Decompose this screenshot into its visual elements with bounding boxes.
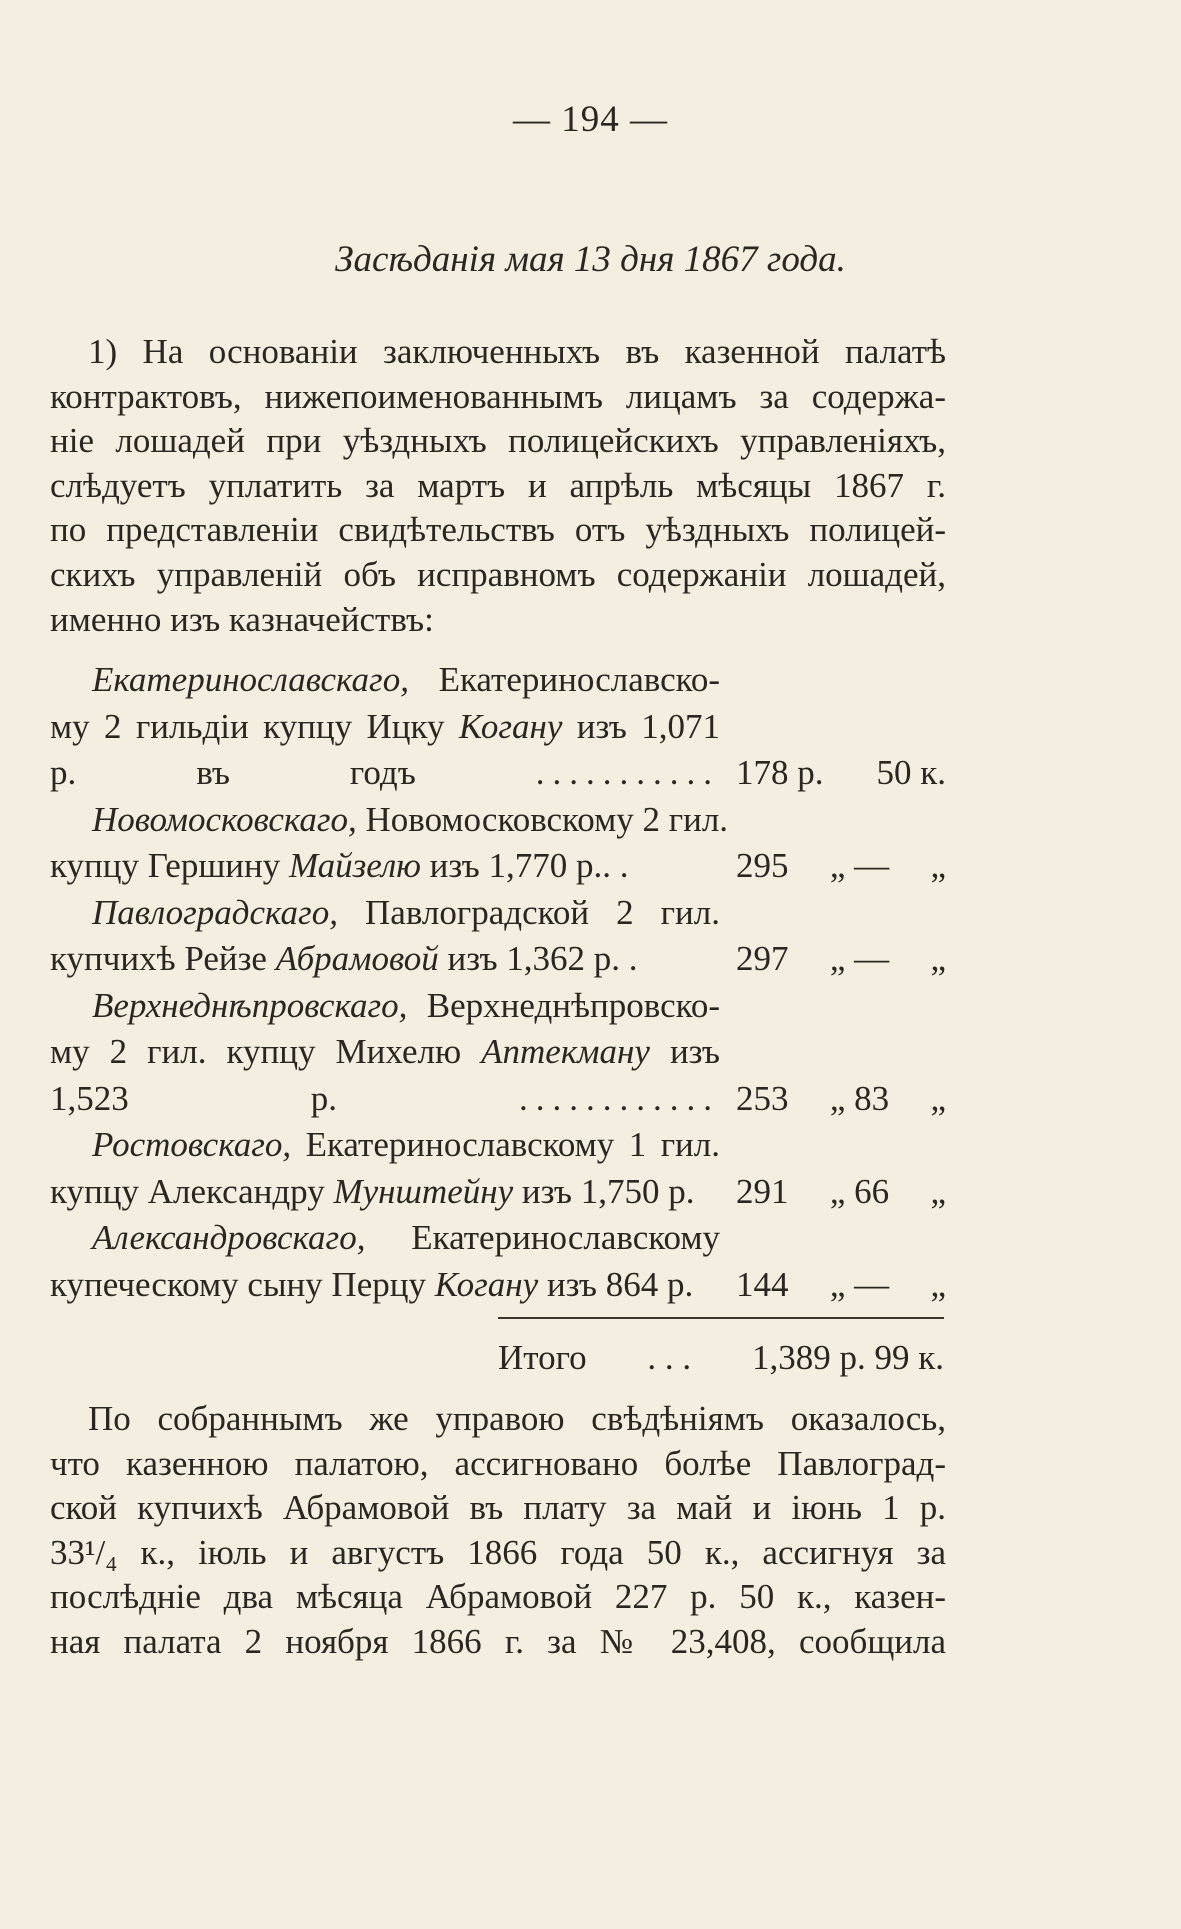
amount-rubles: 297 [736,939,789,978]
amount-rubles: 253 [736,1078,789,1118]
payee-surname: Когану [434,1264,539,1304]
payment-entry [50,797,946,890]
treasury-name: Екатеринославскаго, [92,660,409,699]
amount-rubles: 178 р. [736,753,824,792]
amount-rubles: 144 [736,1264,789,1304]
closing-line: По собраннымъ же управою свѣдѣніямъ оказалось, [88,1399,946,1438]
payment-amount [736,843,946,890]
total-divider [498,1317,944,1319]
session-heading: Засѣданія мая 13 дня 1867 года. [335,239,846,280]
treasury-name: Александровскаго, [92,1218,366,1257]
intro-line: именно изъ казначействъ: [50,599,434,639]
amount-kopecks: „ 66 [829,1171,890,1211]
amount-kopecks-dash: „ — [829,1264,890,1304]
leader-dots: . . . [647,1338,692,1377]
total-row [498,1336,944,1380]
entry-text: купчихѣ Рейзе [50,939,267,978]
entry-text: му 2 гильдіи купцу Ицку [50,706,445,746]
closing-line: что казенною палатою, ассигновано болѣе Павлоград- [50,1443,946,1483]
entry-text: 1,523 р. [50,1078,337,1118]
amount-ditto: „ [930,1078,946,1118]
entry-text: изъ [669,1032,720,1071]
intro-line: контрактовъ, нижепоименованнымъ лицамъ за содержа- [50,376,946,416]
treasury-name: Ростовскаго, [92,1125,292,1164]
amount-ditto: „ [930,1171,946,1211]
closing-line: 33¹/₄ к., іюль и августъ 1866 года 50 к., ассигнуя за [50,1532,946,1572]
payment-amount [736,936,946,983]
intro-paragraph [50,330,946,642]
closing-line: ской купчихѣ Абрамовой въ плату за май и іюнь 1 р. [50,1488,946,1528]
entry-text: изъ 1,071 [576,706,721,746]
treasury-name: Новомосковскаго, [92,799,357,839]
amount-kopecks-dash: „ — [829,939,890,978]
payment-entry [50,1122,946,1215]
intro-line: слѣдуетъ уплатить за мартъ и апрѣль мѣсяцы 1867 г. [50,465,946,505]
amount-ditto: „ [930,846,946,885]
entry-text: Екатеринославскому [411,1218,720,1257]
intro-line: по представленіи свидѣтельствъ отъ уѣздныхъ полицей- [50,510,946,550]
payments-list [50,657,946,1308]
entry-text: изъ 1,770 р.. . [429,846,629,885]
intro-line: ніе лошадей при уѣздныхъ полицейскихъ управленіяхъ, [50,421,946,461]
entry-text: Новомосковскому 2 гил. [365,799,729,839]
entry-text: му 2 гил. купцу Михелю [50,1032,462,1071]
payment-entry [50,983,946,1123]
entry-text: изъ 864 р. [546,1264,694,1304]
payee-surname: Абрамовой [275,939,439,978]
payment-amount [736,1076,946,1123]
entry-text: Екатеринославско- [438,660,720,699]
payee-surname: Майзелю [288,846,421,885]
amount-ditto: „ [930,939,946,978]
treasury-name: Верхнеднѣпровскаго, [92,985,408,1025]
amount-kopecks-dash: „ — [829,846,890,885]
total-label: Итого [498,1338,587,1377]
leader-dots: ........... [535,753,720,792]
intro-line: скихъ управленій объ исправномъ содержаніи лошадей, [50,554,946,594]
payee-surname: Мунштейну [333,1171,514,1211]
closing-line: послѣдніе два мѣсяца Абрамовой 227 р. 50 к., казен- [50,1577,946,1617]
total-value: 1,389 р. 99 к. [751,1338,944,1377]
entry-text: р. въ годъ [50,753,416,792]
entry-text: купеческому сыну Перцу [50,1264,426,1304]
payment-amount [736,1262,946,1309]
amount-kopecks: „ 83 [829,1078,890,1118]
entry-text: изъ 1,362 р. . [447,939,638,978]
page-number: — 194 — [513,99,668,140]
payee-surname: Аптекману [481,1032,650,1071]
entry-text: Павлоградской 2 гил. [365,892,720,932]
leader-dots: ............ [519,1078,720,1118]
entry-text: Екатеринославскому 1 гил. [305,1125,721,1164]
payment-amount [736,1169,946,1216]
closing-paragraph [50,1397,946,1665]
closing-line: ная палата 2 ноября 1866 г. за № 23,408, сообщила [50,1621,946,1661]
amount-ditto: „ [930,1264,946,1304]
entry-text: изъ 1,750 р. [521,1171,695,1211]
entry-text: купцу Гершину [50,846,281,885]
amount-kopecks: 50 к. [876,753,946,792]
intro-line: 1) На основаніи заключенныхъ въ казенной палатѣ [88,332,946,371]
payment-entry [50,657,946,797]
entry-text: купцу Александру [50,1171,325,1211]
payee-surname: Когану [458,706,563,746]
payment-amount [736,750,946,797]
treasury-name: Павлоградскаго, [92,892,338,932]
payment-entry [50,1215,946,1308]
payment-entry [50,890,946,983]
entry-text: Верхнеднѣпровско- [426,985,720,1025]
amount-rubles: 295 [736,846,789,885]
amount-rubles: 291 [736,1171,789,1211]
